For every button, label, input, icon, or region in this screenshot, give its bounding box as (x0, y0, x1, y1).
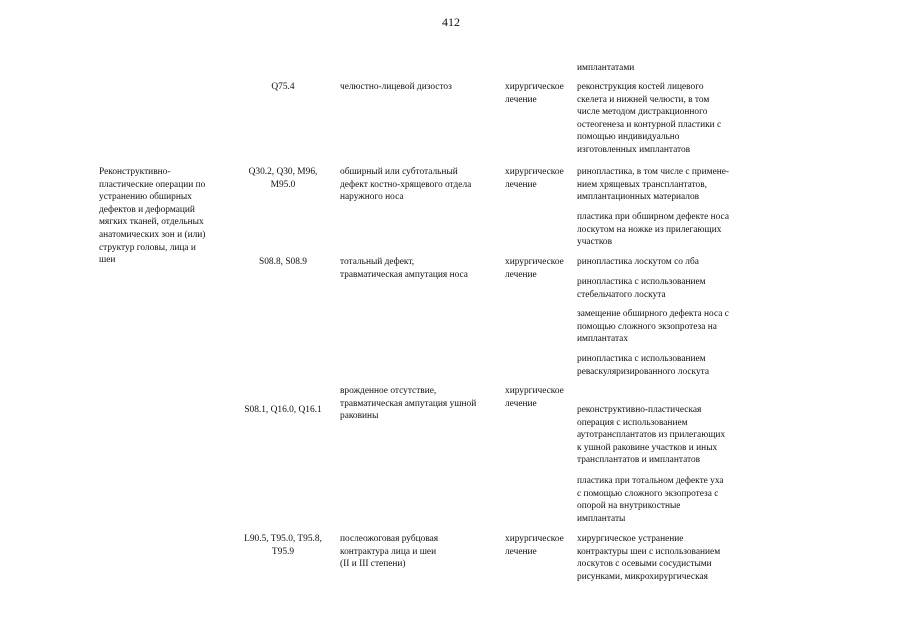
icd-codes: S08.8, S08.9 (259, 257, 307, 267)
method-text: ринопластика лоскутом со лба (577, 257, 699, 267)
treatment-type: хирургическое лечение (505, 167, 564, 190)
diagnosis: послеожоговая рубцовая контрактура лица и шеи (II и III степени) (340, 534, 439, 570)
icd-codes: Q30.2, Q30, M96, M95.0 (248, 167, 318, 190)
treatment-type: хирургическое лечение (505, 534, 564, 557)
treatment-type: хирургическое лечение (505, 386, 564, 409)
method-text: реконструкция костей лицевого скелета и нижней челюсти, в том числе методом дистракционного остеогенеза и контурной пластики с помощью индивидуально изготовленных имплантатов (577, 82, 722, 155)
treatment-type: хирургическое лечение (505, 82, 564, 105)
diagnosis: обширный или субтотальный дефект костно-хрящевого отдела наружного носа (340, 167, 472, 203)
method-text: ринопластика, в том числе с примене- нием хрящевых трансплантатов, имплантационных материалов (577, 167, 730, 203)
diagnosis: тотальный дефект, травматическая ампутация носа (340, 257, 468, 280)
method-text: пластика при обширном дефекте носа лоскутом на ножке из прилегающих участков (577, 212, 729, 248)
treatment-type: хирургическое лечение (505, 257, 564, 280)
icd-codes: L90.5, T95.0, T95.8, T95.9 (244, 534, 322, 557)
icd-codes: S08.1, Q16.0, Q16.1 (244, 405, 322, 415)
method-text: имплантатами (577, 63, 635, 73)
page-number: 412 (442, 15, 460, 29)
method-text: ринопластика с использованием реваскуляризированного лоскута (577, 354, 710, 377)
method-text: пластика при тотальном дефекте уха с помощью сложного экзопротеза с опорой на внутрикостные имплантаты (577, 476, 724, 524)
diagnosis: врожденное отсутствие, травматическая ампутация ушной раковины (340, 386, 477, 422)
icd-codes: Q75.4 (271, 82, 295, 92)
method-text: замещение обширного дефекта носа с помощью сложного экзопротеза на имплантатах (577, 309, 729, 345)
diagnosis: челюстно-лицевой дизостоз (340, 82, 452, 92)
method-text: реконструктивно-пластическая операция с использованием аутотрансплантатов из прилегающих к ушной раковине участков и иных трансплантатов и имплантатов (577, 405, 726, 466)
group-title: Реконструктивно- пластические операции по устранению обширных дефектов и деформаций мягких тканей, отдельных анатомических зон и (или) структур головы, лица и шеи (99, 167, 206, 266)
method-text: хирургическое устранение контрактуры шеи с использованием лоскутов с осевыми сосудистыми рисунками, микрохирургическая (577, 534, 721, 582)
method-text: ринопластика с использованием стебельчатого лоскута (577, 277, 706, 300)
